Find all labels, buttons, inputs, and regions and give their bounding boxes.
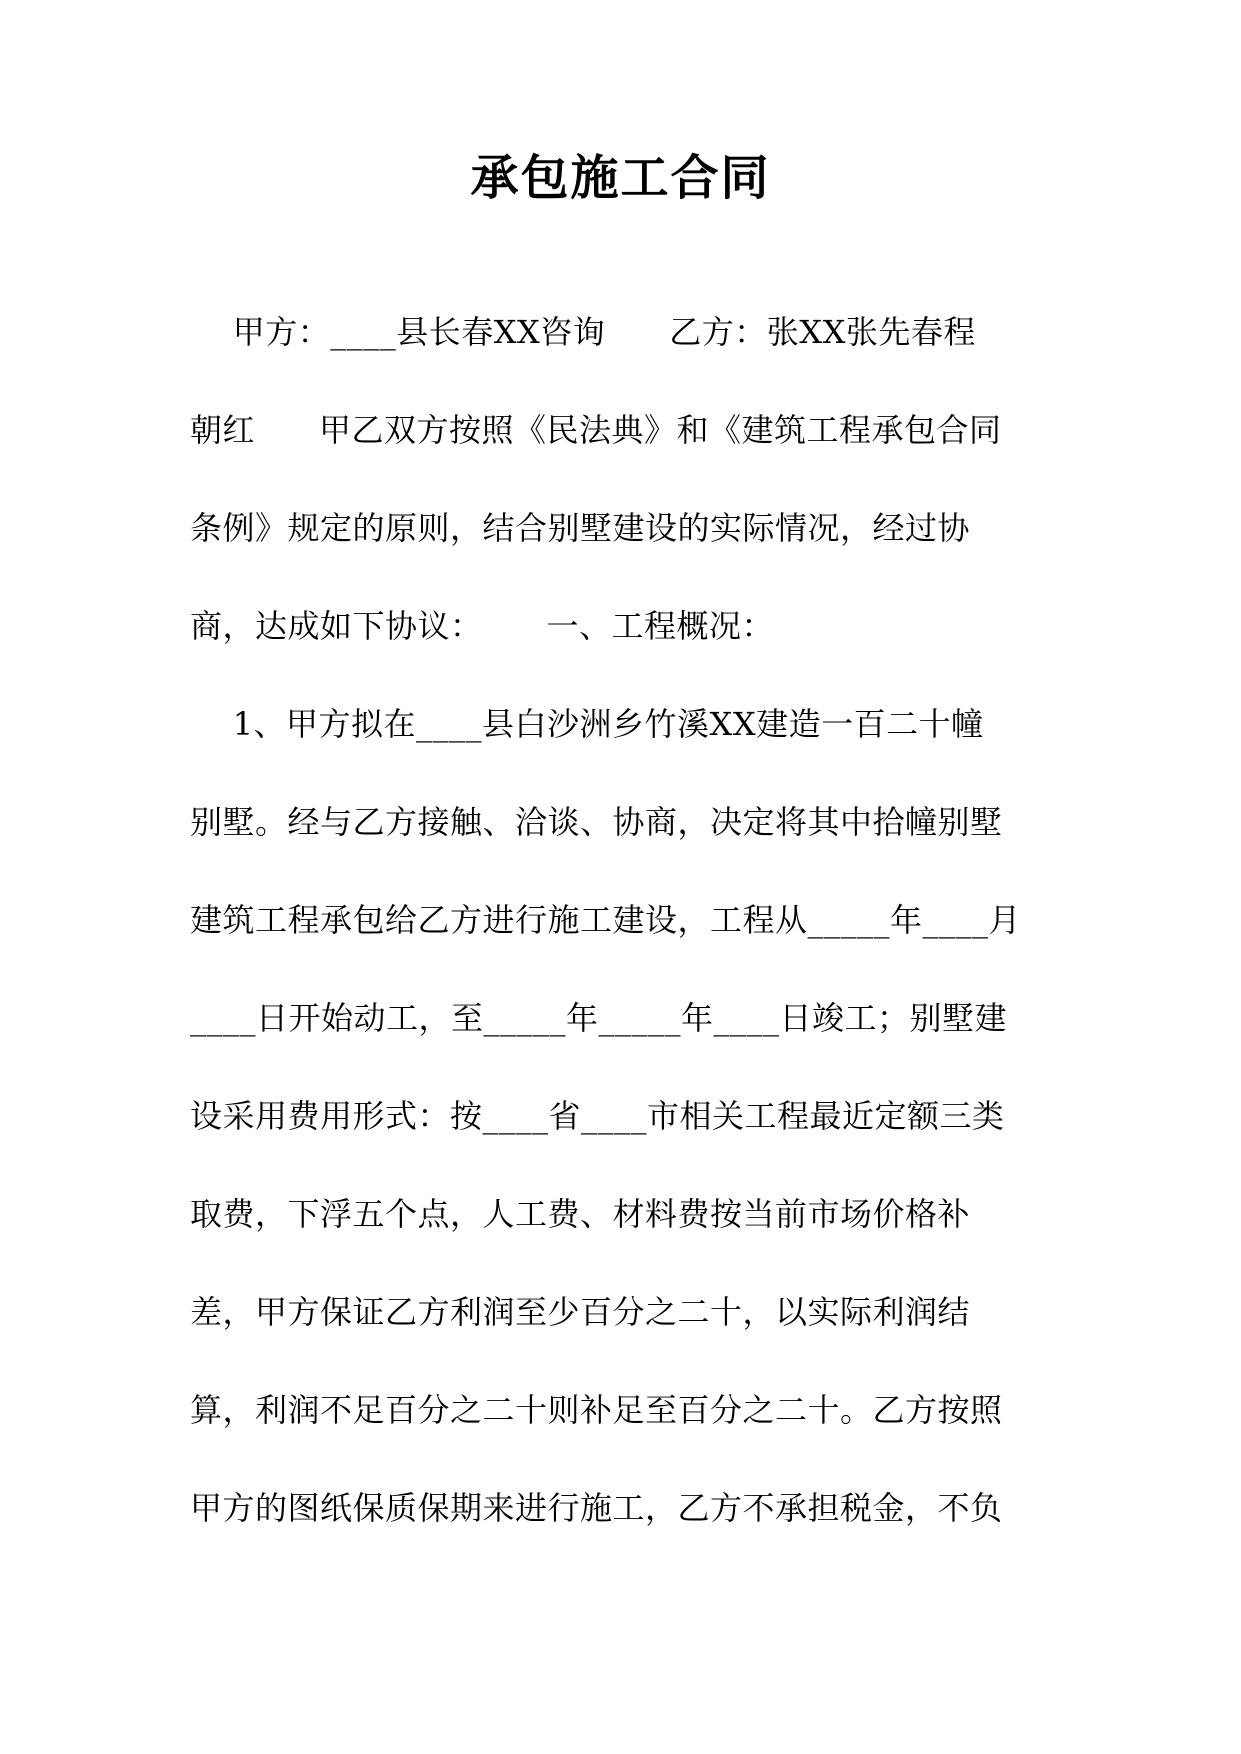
body-line: 建筑工程承包给乙方进行施工建设，工程从_____年____月 xyxy=(190,901,1022,939)
body-line: 设采用费用形式：按____省____市相关工程最近定额三类 xyxy=(190,1097,1005,1135)
document-body xyxy=(190,305,1070,1579)
body-line: 差，甲方保证乙方利润至少百分之二十，以实际利润结 xyxy=(190,1293,971,1331)
document-title: 承包施工合同 xyxy=(470,150,771,206)
body-line: 朝红 甲乙双方按照《民法典》和《建筑工程承包合同 xyxy=(190,411,1002,449)
body-line: 甲方：____县长春XX咨询 乙方：张XX张先春程 xyxy=(190,313,976,351)
body-line: 1、甲方拟在____县白沙洲乡竹溪XX建造一百二十幢 xyxy=(190,705,984,743)
body-line: 商，达成如下协议： 一、工程概况： xyxy=(190,607,775,645)
body-line: 算，利润不足百分之二十则补足至百分之二十。乙方按照 xyxy=(190,1391,1003,1429)
body-line: 条例》规定的原则，结合别墅建设的实际情况，经过协 xyxy=(190,509,971,547)
body-line: 别墅。经与乙方接触、洽谈、协商，决定将其中拾幢别墅 xyxy=(190,803,1003,841)
body-line: 甲方的图纸保质保期来进行施工，乙方不承担税金，不负 xyxy=(190,1489,1003,1527)
body-line: 取费，下浮五个点，人工费、材料费按当前市场价格补 xyxy=(190,1195,971,1233)
body-line: ____日开始动工，至_____年_____年____日竣工；别墅建 xyxy=(190,999,1008,1037)
